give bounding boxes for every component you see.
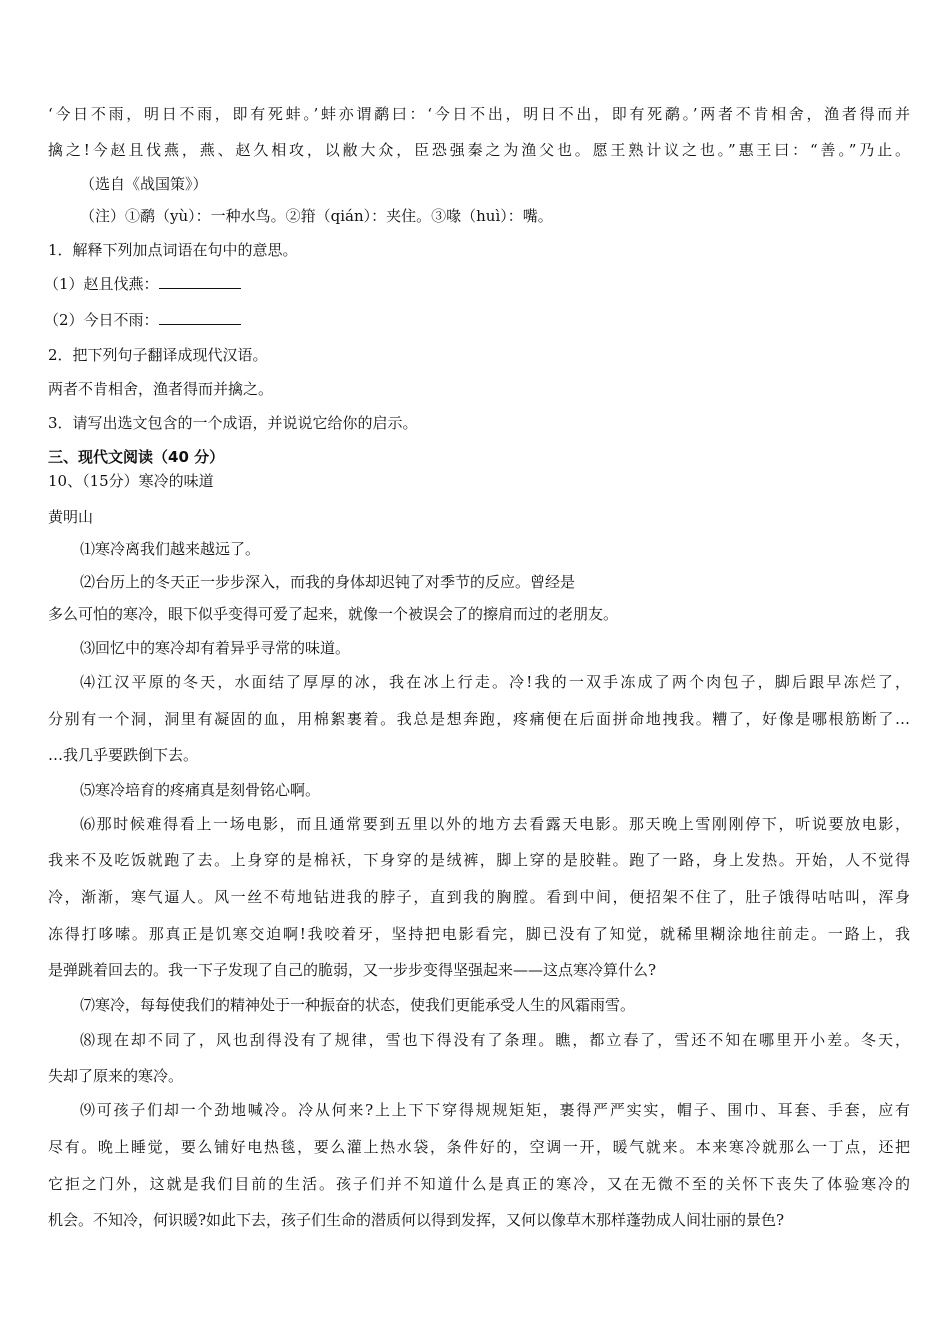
question-1-2 (44, 309, 910, 331)
paragraph-3: ⑶回忆中的寒冷却有着异乎寻常的味道。 (80, 639, 351, 657)
question-3: 3．请写出选文包含的一个成语，并说说它给你的启示。 (48, 414, 418, 432)
question-2-sentence: 两者不肯相舍，渔者得而并擒之。 (48, 380, 274, 398)
answer-blank[interactable] (159, 274, 241, 289)
paragraph-9-cont: 尽有。晚上睡觉，要么铺好电热毯，要么灌上热水袋，条件好的，空调一开，暖气就来。本来寒冷就那么一丁点，还把 (48, 1138, 910, 1156)
paragraph-4: ⑷江汉平原的冬天，水面结了厚厚的冰，我在冰上行走。冷!我的一双手冻成了两个肉包子，脚后跟早冻烂了， (80, 673, 910, 691)
question-1-1-label: （1）赵且伐燕： (44, 275, 159, 293)
paragraph-9: ⑼可孩子们却一个劲地喊冷。冷从何来?上上下下穿得规规矩矩，裹得严严实实，帽子、围巾、耳套、手套，应有 (80, 1101, 910, 1119)
paragraph-6-cont: 我来不及吃饭就跑了去。上身穿的是棉袄，下身穿的是绒裤，脚上穿的是胶鞋。跑了一路，身上发热。开始，人不觉得 (48, 851, 910, 869)
article-author: 黄明山 (48, 508, 94, 526)
classical-text-line: ‘今日不雨，明日不雨，即有死蚌。’蚌亦谓鹬曰：‘今日不出，明日不出，即有死鹬。’两者不肯相舍，渔者得而并 (48, 105, 910, 123)
annotation-note: （注）①鹬（yù）：一种水鸟。②箝（qián）：夹住。③喙（huì）：嘴。 (80, 207, 553, 225)
paragraph-2-cont: 多么可怕的寒冷，眼下似乎变得可爱了起来，就像一个被误会了的擦肩而过的老朋友。 (48, 605, 619, 623)
paragraph-9-cont: 它拒之门外，这就是我们目前的生活。孩子们并不知道什么是真正的寒冷，又在无微不至的关怀下丧失了体验寒冷的 (48, 1175, 910, 1193)
paragraph-4-cont: 分别有一个洞，洞里有凝固的血，用棉絮裹着。我总是想奔跑，疼痛便在后面拼命地拽我。糟了，好像是哪根筋断了… (48, 710, 910, 728)
answer-blank[interactable] (159, 310, 241, 325)
paragraph-6: ⑹那时候难得看上一场电影，而且通常要到五里以外的地方去看露天电影。那天晚上雪刚刚停下，听说要放电影， (80, 815, 910, 833)
paragraph-7: ⑺寒冷，每每使我们的精神处于一种振奋的状态，使我们更能承受人生的风霜雨雪。 (80, 996, 636, 1014)
paragraph-5: ⑸寒冷培育的疼痛真是刻骨铭心啊。 (80, 781, 321, 799)
question-1-2-label: （2）今日不雨： (44, 311, 159, 329)
section-heading: 三、现代文阅读（40 分） (48, 448, 225, 466)
paragraph-8: ⑻现在却不同了，风也刮得没有了规律，雪也下得没有了条理。瞧，都立春了，雪还不知在哪里开小差。冬天， (80, 1031, 910, 1049)
question-2: 2．把下列句子翻译成现代汉语。 (48, 346, 268, 364)
source-citation: （选自《战国策》） (80, 175, 208, 193)
paragraph-6-cont: 是弹跳着回去的。我一下子发现了自己的脆弱，又一步步变得坚强起来——这点寒冷算什么? (48, 961, 657, 979)
paragraph-2: ⑵台历上的冬天正一步步深入，而我的身体却迟钝了对季节的反应。曾经是 (80, 573, 576, 591)
paragraph-6-cont: 冷，渐渐，寒气逼人。风一丝不苟地钻进我的脖子，直到我的胸膛。看到中间，便招架不住了，肚子饿得咕咕叫，浑身 (48, 888, 910, 906)
question-10-title: 10、（15分）寒冷的味道 (48, 472, 214, 490)
paragraph-1: ⑴寒冷离我们越来越远了。 (80, 540, 261, 558)
paragraph-4-cont: …我几乎要跌倒下去。 (48, 746, 199, 764)
question-1: 1．解释下列加点词语在句中的意思。 (48, 241, 298, 259)
classical-text-line: 擒之!今赵且伐燕，燕、赵久相攻，以敝大众，臣恐强秦之为渔父也。愿王熟计议之也。”惠王曰：“善。”乃止。 (48, 141, 910, 159)
question-1-1 (44, 273, 910, 295)
paragraph-9-cont: 机会。不知冷，何识暖?如此下去，孩子们生命的潜质何以得到发挥，又何以像草木那样蓬勃成人间壮丽的景色? (48, 1211, 785, 1229)
paragraph-6-cont: 冻得打哆嗦。那真正是饥寒交迫啊!我咬着牙，坚持把电影看完，脚已没有了知觉，就稀里糊涂地往前走。一路上，我 (48, 925, 910, 943)
paragraph-8-cont: 失却了原来的寒冷。 (48, 1067, 184, 1085)
